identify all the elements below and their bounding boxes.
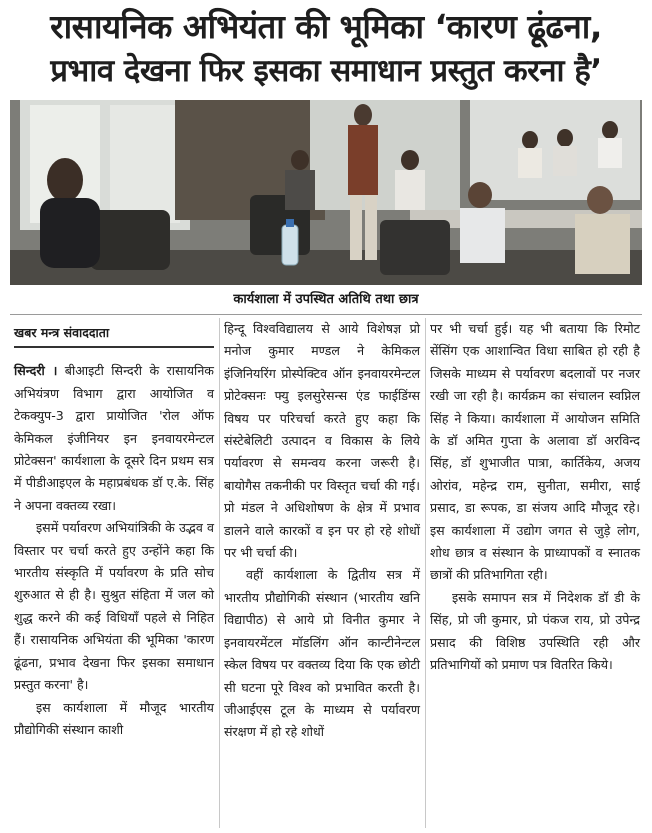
article-paragraph: हिन्दू विश्वविद्यालय से आये विशेषज्ञ प्रो मनोज कुमार मण्डल ने केमिकल इंजिनियरिंग प्रोस्पेक्टिव ऑन इनवायरमेन्टल प्रोटेक्सनः फ्यु इलसुरेसन्स एंड फाईडिंग्स विषय पर परिचर्चा करते हुए कहा कि संस्टेबेलिटी उत्पादन व विकास के लिये पर्यावरण से समन्वय करना जरूरी है। बायोगैस तकनीकी पर विस्तृत चर्चा की गई। प्रो मंडल ने अधिशोषण के क्षेत्र में प्रभाव डालने वाले कारकों व इन पर हो रहे शोधों पर भी चर्चा की। <box>224 321 420 561</box>
article-paragraph: वहीं कार्यशाला के द्वितीय सत्र में भारतीय प्रौद्योगिकी संस्थान (भारतीय खनि विद्यापीठ) से आये प्रो विनीत कुमार ने इनवायरमेंटल मॉडलिंग ऑन कान्टीनेन्टल स्केल विषय पर वक्तव्य दिया कि एक छोटी सी घटना पूरे विश्व को प्रभावित करती है। जीआईएस टूल के माध्यम से पर्यावरण संरक्षण में हो रहे शोधों <box>224 567 420 740</box>
dateline: सिन्दरी । <box>14 363 58 379</box>
headline <box>0 0 652 98</box>
article-paragraph <box>14 360 214 517</box>
headline-line-1: रासायनिक अभियंता की भूमिका ‘कारण ढूंढना, <box>50 7 602 46</box>
column-divider-1 <box>219 318 220 828</box>
article-paragraph: इसके समापन सत्र में निदेशक डॉ डी के सिंह, प्रो जी कुमार, प्रो पंकज राय, प्रो उपेन्द्र प्रसाद की विशिष्ठ उपस्थिति रही और प्रतिभागियों को प्रमाण पत्र वितरित किये। <box>430 589 640 673</box>
article-paragraph: इस कार्यशाला में मौजूद भारतीय प्रौद्योगिकी संस्थान काशी <box>14 699 214 737</box>
news-photo <box>10 100 642 285</box>
caption-divider <box>10 314 642 315</box>
photo-illustration <box>10 100 642 285</box>
article-column-1 <box>14 322 214 741</box>
byline: खबर मन्त्र संवाददाता <box>14 322 214 348</box>
article-column-3 <box>430 318 640 677</box>
photo-caption: कार्यशाला में उपस्थित अतिथि तथा छात्र <box>233 292 419 307</box>
article-paragraph: इसमें पर्यावरण अभियांत्रिकी के उद्भव व विस्तार पर चर्चा करते हुए उन्होंने कहा कि भारतीय संस्कृति में पर्यावरण के प्रति सोच शुरुआत से ही है। सुश्रुत संहिता में जल को शुद्ध करने की कई विधियाँ पहले से निहित हैं। रासायनिक अभियंता की भूमिका 'कारण ढूंढना, प्रभाव देखना फिर इसका समाधान प्रस्तुत करना' है। <box>14 520 214 693</box>
paragraph-text: बीआइटी सिन्दरी के रासायनिक अभियंत्रण विभाग द्वारा आयोजित व टेकक्युप-3 द्वारा प्रायोजित 'रोल ऑफ केमिकल इंजीनियर इन इनवायरमेन्टल प्रोटेक्सन' कार्यशाला के दूसरे दिन प्रथम सत्र में पीडीआइएल के महाप्रबंधक डॉ ए.के. सिंह ने अपना वक्तव्य रखा। <box>14 363 214 513</box>
headline-line-2: प्रभाव देखना फिर इसका समाधान प्रस्तुत करना है’ <box>50 53 602 89</box>
article-column-2 <box>224 318 420 744</box>
article-paragraph: पर भी चर्चा हुई। यह भी बताया कि रिमोट सेंसिंग एक आशान्वित विधा साबित हो रही है जिसके माध्यम से पर्यावरण बदलावों पर नजर रखी जा रही है। कार्यक्रम का संचालन स्वप्निल सिंह ने किया। कार्यशाला में आयोजन समिति के डॉ अमित गुप्ता के अलावा डॉ अरविन्द सिंह, डॉ शुभाजीत पात्रा, कार्तिकेय, अजय ओरांव, महेन्द्र राम, सुनीता, समीरा, साई प्रसाद, डा रूपक, डा संजय आदि मौजूद रहे। इस कार्यशाला में उद्योग जगत से जुड़े लोग, शोध छात्र व संस्थान के प्राध्यापकों व स्नातक छात्रों की प्रतिभागिता रही। <box>430 321 640 583</box>
column-divider-2 <box>425 318 426 828</box>
